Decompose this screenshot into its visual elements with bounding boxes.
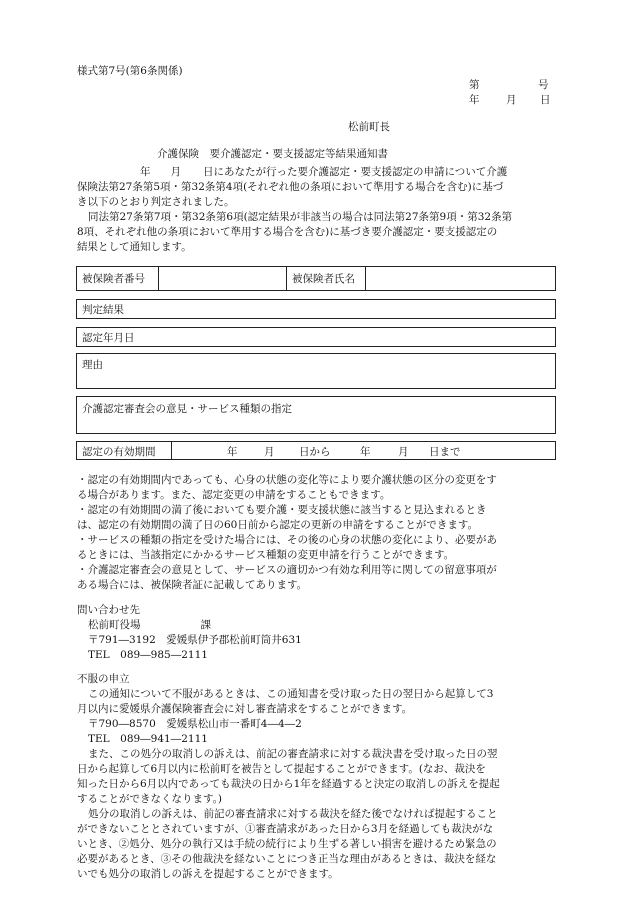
doc-number-prefix: 第 [469, 79, 480, 91]
appeal-p3-line-5: いでも処分の取消しの訴えを提起することができます。 [77, 868, 339, 880]
intro-line-6: 結果として通知します。 [77, 241, 192, 253]
intro-line-3: き以下のとおり判定されました。 [77, 196, 235, 208]
certification-date-row [76, 327, 556, 347]
period-to-month: 月 [398, 446, 409, 458]
appeal-address: 〒790―8570 愛媛県松山市一番町4―4―2 [88, 718, 302, 730]
note-1-line-2: る場合があります。また、認定変更の申請をすることもできます。 [77, 489, 391, 501]
doc-number-suffix: 号 [538, 79, 549, 91]
insured-name-value-cell[interactable] [366, 267, 555, 290]
period-to-day: 日まで [429, 446, 461, 458]
insured-number-label-cell [77, 267, 159, 290]
appeal-p2-line-2: 日から起算して6月以内に松前町を被告として提起することができます。(なお、裁決を [77, 763, 486, 775]
appeal-tel: TEL 089―941―2111 [88, 733, 208, 745]
appeal-p2-line-3: 知った日から6月以内であっても裁決の日から1年を経過すると決定の取消しの訴えを提起 [77, 778, 500, 790]
page-title: 介護保険 要介護認定・要支援認定等結果通知書 [157, 148, 388, 160]
period-to-year: 年 [360, 446, 371, 458]
period-from-month: 月 [264, 446, 275, 458]
period-from-year: 年 [227, 446, 238, 458]
form-number: 様式第7号(第6条関係) [77, 65, 183, 77]
opinion-row [76, 396, 556, 434]
appeal-p3-line-3: いとき、②処分、処分の執行又は手続の続行により生ずる著しい損害を避けるため緊急の [77, 838, 497, 850]
result-row [76, 299, 556, 319]
validity-period-value-cell[interactable] [172, 442, 555, 459]
appeal-heading: 不服の申立 [77, 673, 130, 685]
opinion-label: 介護認定審査会の意見・サービス種類の指定 [82, 403, 292, 415]
note-3-line-2: るときには、当該指定にかかるサービス種類の変更申請を行うことができます。 [77, 549, 455, 561]
appeal-p1-line-2: 月以内に愛媛県介護保険審査会に対し審査請求をすることができます。 [77, 703, 413, 715]
note-1-line-1: ・認定の有効期間内であっても、心身の状態の変化等により要介護状態の区分の変更をす [77, 474, 497, 486]
appeal-p3-line-4: 必要があるとき、③その他裁決を経ないことにつき正当な理由があるときは、裁決を経な [77, 853, 497, 865]
insured-name-label: 被保険者氏名 [292, 273, 355, 285]
contact-heading: 問い合わせ先 [77, 604, 140, 616]
appeal-p2-line-4: することができなくなります。) [77, 793, 223, 805]
note-4-line-1: ・介護認定審査会の意見として、サービスの適切かつ有効な利用等に関しての留意事項が [77, 564, 497, 576]
validity-period-label-cell [77, 442, 172, 459]
note-4-line-2: ある場合には、被保険者証に記載してあります。 [77, 579, 308, 591]
intro-line-4: 同法第27条第7項・第32条第6項(認定結果が非該当の場合は同法第27条第9項・第32条第 [88, 211, 513, 223]
date-day: 日 [540, 94, 551, 106]
contact-office-line [88, 618, 211, 633]
contact-address: 〒791―3192 愛媛県伊予郡松前町筒井631 [88, 634, 302, 646]
date-year: 年 [469, 94, 480, 106]
insured-number-label: 被保険者番号 [82, 273, 145, 285]
intro-line-1: 年 月 日にあなたが行った要介護認定・要支援認定の申請について介護 [140, 166, 508, 178]
appeal-p1-line-1: この通知について不服があるときは、この通知書を受け取った日の翌日から起算して3 [88, 688, 494, 700]
insured-row [76, 266, 556, 291]
date-month: 月 [506, 94, 517, 106]
period-from-day: 日から [299, 446, 331, 458]
validity-period-row [76, 441, 556, 460]
appeal-p3-line-2: ができないこととされていますが、①審査請求があった日から3月を経過しても裁決がな [77, 823, 494, 835]
contact-office: 松前町役場 [88, 619, 141, 631]
intro-line-5: 8項、それぞれ他の条項において準用する場合を含む)に基づき要介護認定・要支援認定の [77, 226, 498, 238]
note-2-line-1: ・認定の有効期間の満了後においても要介護・要支援状態に該当すると見込まれるとき [77, 504, 487, 516]
issuer: 松前町長 [348, 121, 390, 133]
reason-row [76, 353, 556, 389]
certification-date-label: 認定年月日 [82, 332, 135, 344]
intro-line-2: 保険法第27条第5項・第32条第4項(それぞれ他の条項において準用する場合を含む)に基づ [77, 181, 504, 193]
reason-label: 理由 [82, 359, 103, 371]
appeal-p3-line-1: 処分の取消しの訴えは、前記の審査請求に対する裁決を経た後でなければ提起すること [88, 808, 498, 820]
contact-section: 課 [200, 619, 211, 631]
contact-tel: TEL 089―985―2111 [88, 649, 208, 661]
insured-name-label-cell [287, 267, 366, 290]
validity-period-label: 認定の有効期間 [82, 446, 156, 458]
result-label: 判定結果 [82, 304, 124, 316]
note-2-line-2: は、認定の有効期間の満了日の60日前から認定の更新の申請をすることができます。 [77, 519, 479, 531]
note-3-line-1: ・サービスの種類の指定を受けた場合には、その後の心身の状態の変化により、必要があ [77, 534, 497, 546]
insured-number-value-cell[interactable] [159, 267, 287, 290]
appeal-p2-line-1: また、この処分の取消しの訴えは、前記の審査請求に対する裁決書を受け取った日の翌 [88, 748, 498, 760]
